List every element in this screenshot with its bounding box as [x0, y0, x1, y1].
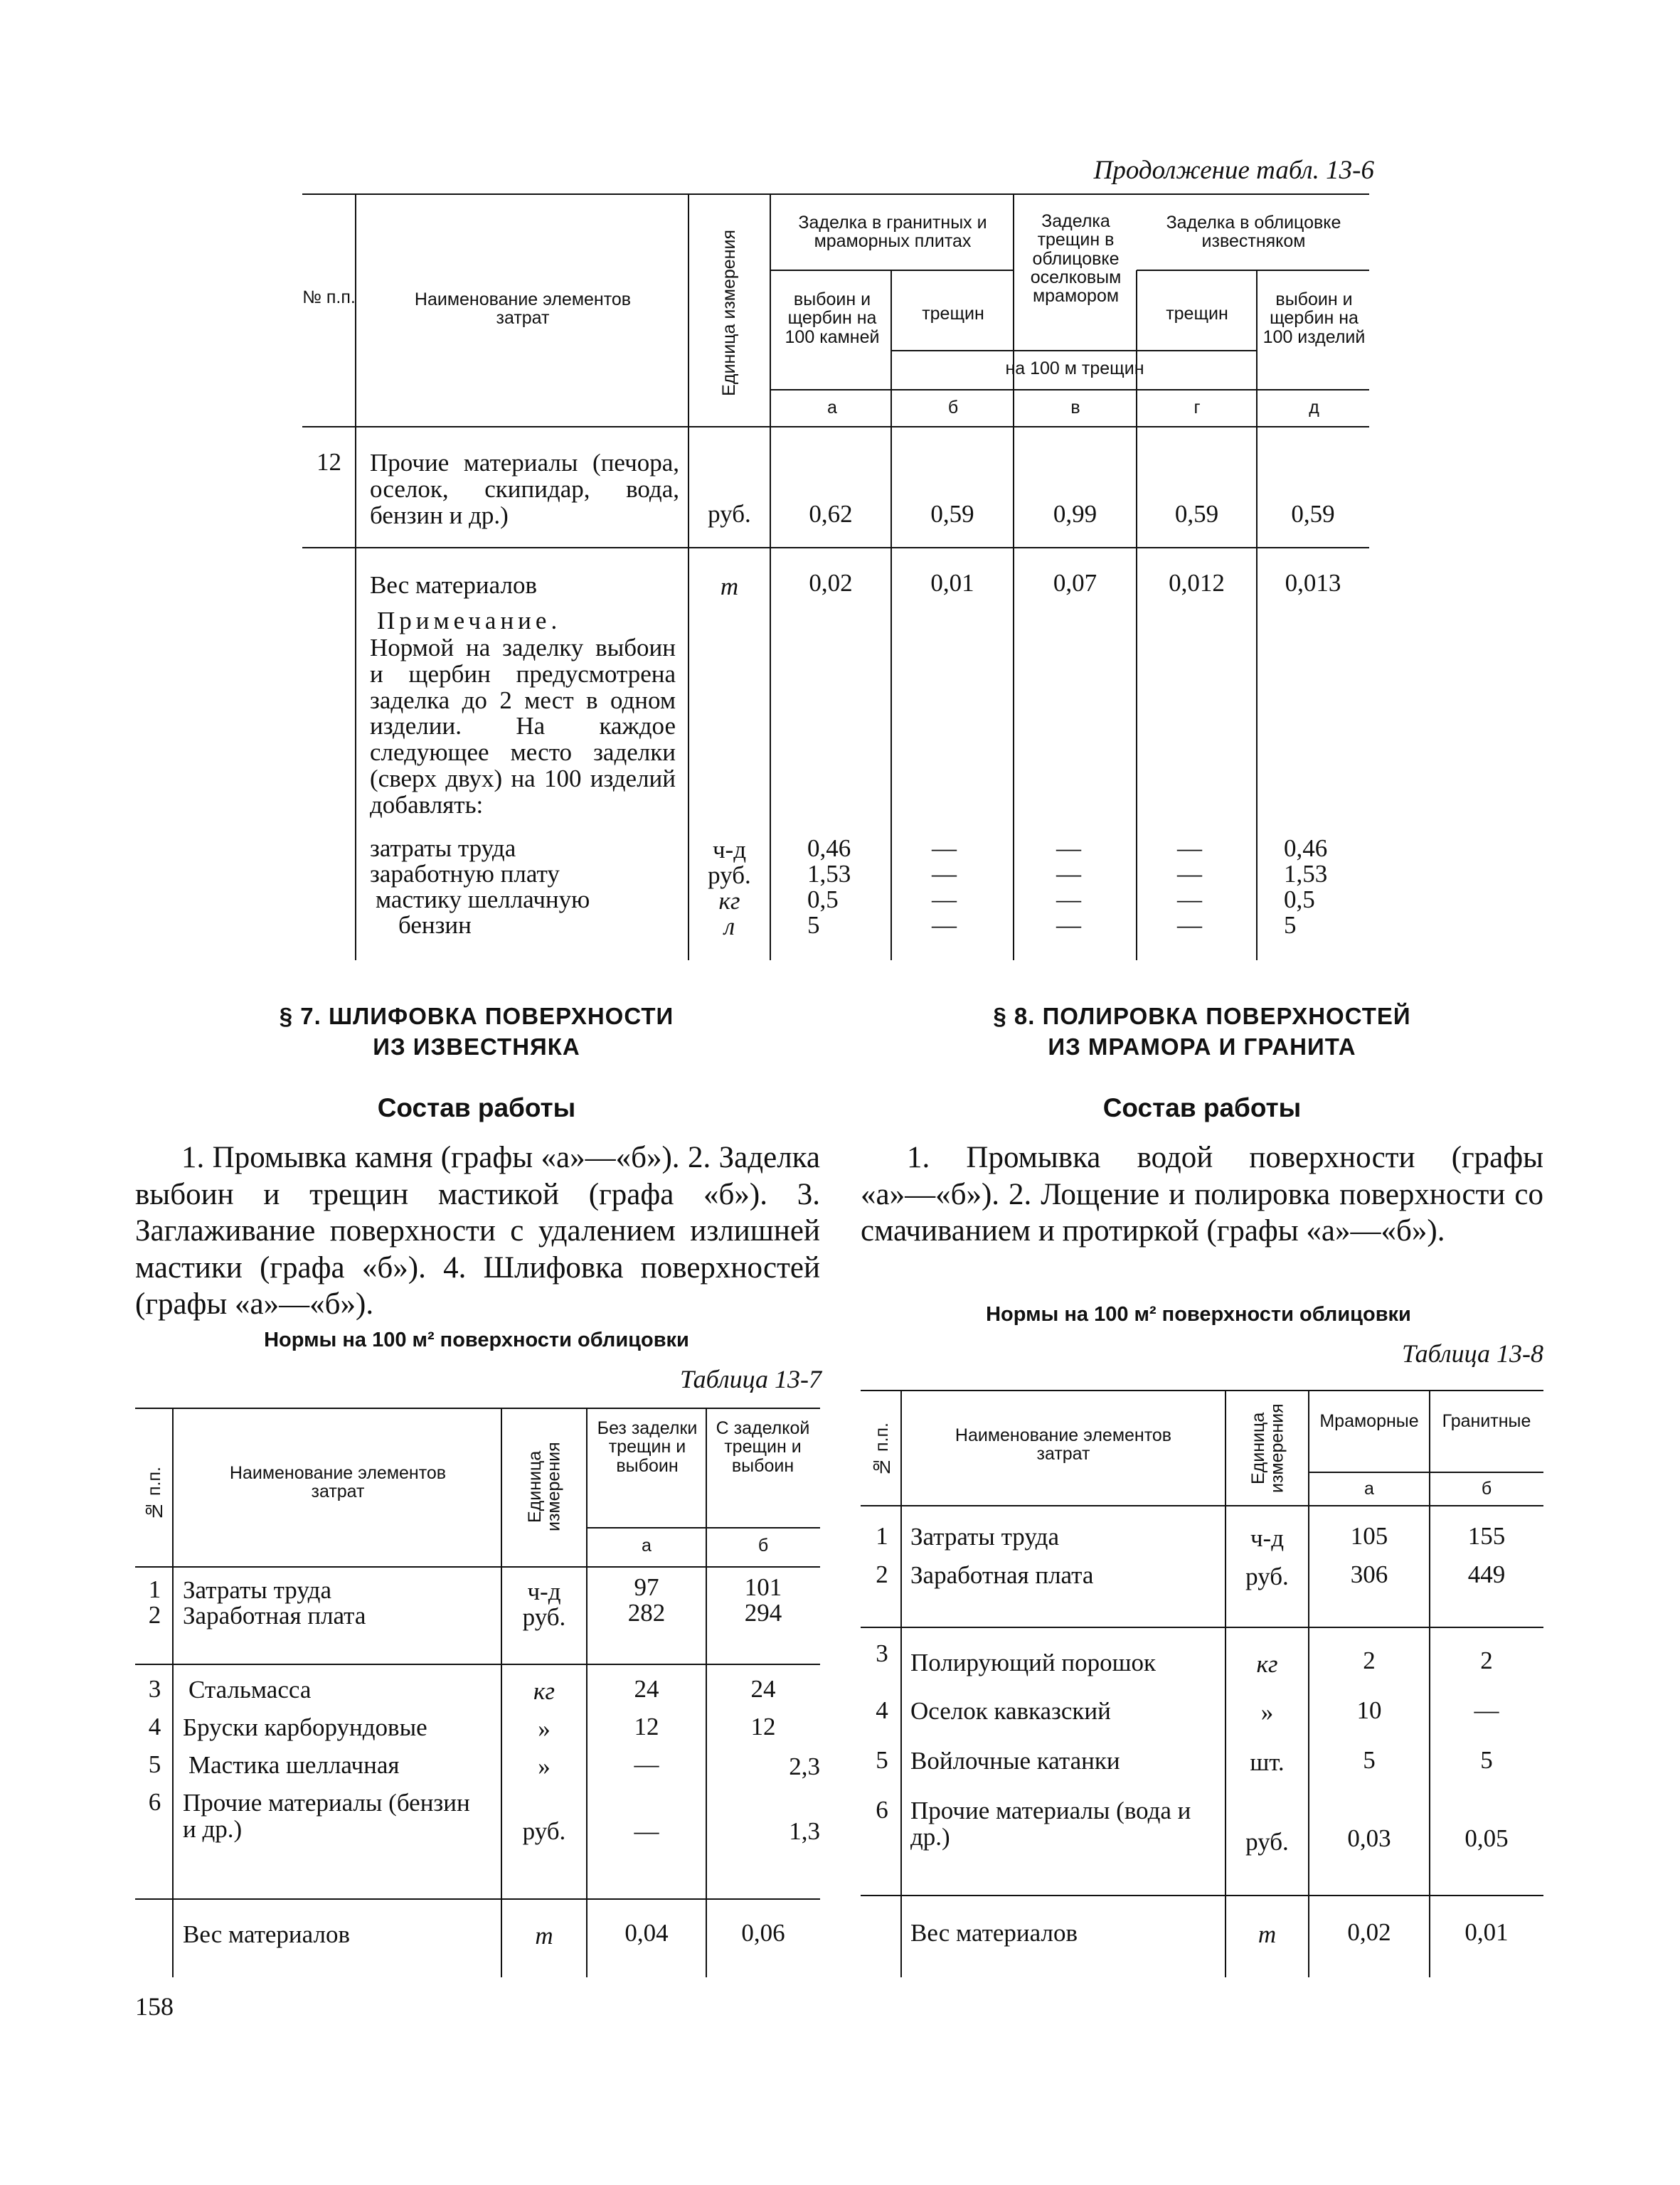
t1-hdr-unit-cell [693, 206, 765, 420]
t2-row3-name: Стальмасса [188, 1676, 312, 1703]
t3-hdr-b: Гранитные [1442, 1411, 1531, 1431]
t1-extra-a-3: 5 [807, 911, 820, 939]
s8-text: 1. Промывка водой поверхности (графы «а»—«б»). 2. Лощение и полировка поверхности со смачиванием и протиркой (графы «а»—«б»). [861, 1141, 1543, 1248]
t1-letter-v: в [1070, 398, 1080, 418]
t1-weight-d: 0,013 [1285, 569, 1341, 597]
t1-sub-a: выбоин и щербин на 100 камней [785, 289, 880, 347]
t1-extra-name-2: мастику шеллачную [376, 886, 590, 913]
t3-row1-name: Затраты труда [910, 1523, 1059, 1551]
t3-row1-unit: ч-д [1250, 1524, 1285, 1552]
t1-note-text: Нормой на заделку выбоин и щербин предусмотрена заделка до 2 мест в одном изделии. На каждое следующее место заделки (сверх двух) на 100 изделий добавлять: [370, 634, 676, 819]
t3-row6-unit: руб. [1245, 1828, 1289, 1856]
t1-weight-v: 0,07 [1053, 569, 1097, 597]
t1-row12-g: 0,59 [1174, 500, 1219, 528]
t1-dash: — [1056, 911, 1081, 939]
t3-row5-a: 5 [1363, 1746, 1376, 1774]
t2-row5-name: Мастика шеллачная [188, 1751, 400, 1779]
s8-sostav: Состав работы [1102, 1093, 1302, 1122]
table-continuation-caption: Продолжение табл. 13-6 [1093, 156, 1374, 185]
t1-row12-unit: руб. [708, 500, 751, 528]
s8-norms: Нормы на 100 м² поверхности облицовки [986, 1303, 1411, 1326]
t2-row6-a: — [634, 1817, 659, 1845]
t3-row1-b: 155 [1467, 1522, 1506, 1550]
t2-row4-a: 12 [634, 1713, 659, 1740]
t3-letter-a: а [1364, 1479, 1374, 1499]
t1-dash: — [1056, 860, 1081, 888]
t3-row4-no: 4 [876, 1696, 888, 1724]
t3-weight-name: Вес материалов [910, 1919, 1078, 1947]
s7-text: 1. Промывка камня (графы «а»—«б»). 2. Заделка выбоин и трещин мастикой (графа «б»). 3. Заглаживание поверхности с удалением излишней мастики (графа «б»). 4. Шлифовка поверхностей (графы «а»—«б»). [135, 1141, 820, 1322]
t2-letter-a: а [642, 1536, 652, 1556]
t1-grp2: Заделка трещин в облицовке оселковым мрамором [1030, 211, 1122, 306]
t2-row2-b: 294 [744, 1599, 782, 1627]
t1-extra-a-0: 0,46 [807, 834, 851, 862]
t1-dash: — [932, 911, 957, 939]
t3-row5-unit: шт. [1250, 1748, 1285, 1776]
t3-row2-unit: руб. [1245, 1563, 1289, 1590]
t1-extra-unit-1: руб. [708, 861, 751, 889]
t1-dash: — [932, 886, 957, 913]
t2-row3-no: 3 [148, 1675, 161, 1703]
t3-row2-name: Заработная плата [910, 1561, 1094, 1589]
t2-row2-a: 282 [627, 1599, 666, 1627]
t2-row5-unit: » [538, 1753, 551, 1780]
t2-row5-no: 5 [148, 1750, 161, 1778]
t1-letter-g: г [1193, 398, 1201, 418]
t3-hdr-a: Мраморные [1319, 1411, 1419, 1431]
t3-weight-b: 0,01 [1464, 1918, 1509, 1946]
s8-tabname: Таблица 13-8 [1401, 1339, 1543, 1368]
t2-row4-b: 12 [750, 1713, 776, 1740]
t1-extra-d-1: 1,53 [1284, 860, 1328, 888]
t1-per100: на 100 м трещин [1005, 358, 1144, 378]
t2-row4-no: 4 [148, 1713, 161, 1740]
t1-dash: — [932, 860, 957, 888]
t1-extra-unit-0: ч-д [712, 836, 747, 863]
t1-extra-a-1: 1,53 [807, 860, 851, 888]
t1-extra-d-3: 5 [1284, 911, 1297, 939]
t2-row1-b: 101 [744, 1573, 782, 1601]
t3-row3-unit: кг [1256, 1650, 1278, 1678]
t3-letter-b: б [1481, 1479, 1492, 1499]
t1-hdr-unit: Единица измерения [718, 230, 739, 396]
s7-title-line2: ИЗ ИЗВЕСТНЯКА [373, 1033, 580, 1060]
t3-hdr-no: № п.п. [871, 1422, 892, 1477]
t3-hdr-name: Наименование элементов затрат [955, 1425, 1172, 1464]
t1-dash: — [1177, 911, 1202, 939]
t1-letter-b: б [947, 398, 959, 418]
t3-row4-unit: » [1260, 1698, 1274, 1726]
t1-grp3: Заделка в облицовке известняком [1166, 213, 1341, 252]
t1-row12-b: 0,59 [930, 500, 974, 528]
t2-hdr-no: № п.п. [144, 1467, 165, 1521]
t1-dash: — [932, 834, 957, 862]
t1-sub-g: трещин [1166, 304, 1228, 324]
s7-tabname: Таблица 13-7 [679, 1365, 822, 1393]
t1-extra-name-1: заработную плату [370, 860, 560, 888]
t1-weight-a: 0,02 [809, 569, 853, 597]
s7-sostav: Состав работы [377, 1093, 576, 1122]
t2-row4-name: Бруски карборундовые [183, 1713, 427, 1741]
t2-row3-unit: кг [533, 1677, 555, 1705]
t2-hdr-unit-cell [505, 1412, 583, 1561]
t3-hdr-unit: Единица измерения [1248, 1403, 1287, 1493]
t1-sub-b: трещин [922, 304, 984, 324]
t1-weight-b: 0,01 [930, 569, 974, 597]
t1-extra-name-3: бензин [398, 911, 472, 939]
t2-weight-b: 0,06 [741, 1919, 785, 1947]
t3-row4-b: — [1474, 1696, 1499, 1724]
t3-row2-a: 306 [1350, 1561, 1388, 1588]
t3-row4-a: 10 [1356, 1696, 1382, 1724]
t1-dash: — [1177, 886, 1202, 913]
t2-hdr-unit: Единица измерения [524, 1442, 563, 1531]
t1-hdr-no: № п.п. [302, 287, 356, 307]
t1-hdr-name: Наименование элементов затрат [414, 289, 632, 329]
t2-hdr-name: Наименование элементов затрат [229, 1463, 447, 1502]
t1-extra-d-0: 0,46 [1284, 834, 1328, 862]
t1-extra-d-2: 0,5 [1284, 886, 1315, 913]
t1-row12-d: 0,59 [1291, 500, 1335, 528]
t3-row6-no: 6 [876, 1796, 888, 1824]
t3-row4-name: Оселок кавказский [910, 1697, 1111, 1725]
t2-row2-name: Заработная плата [183, 1602, 366, 1630]
t1-dash: — [1177, 834, 1202, 862]
page-number: 158 [135, 1992, 174, 2021]
t1-weight-g: 0,012 [1169, 569, 1225, 597]
t1-note-title: Примечание. [377, 607, 562, 634]
t1-letter-d: д [1309, 398, 1319, 418]
t3-row2-no: 2 [876, 1561, 888, 1588]
t2-row1-no: 1 [148, 1575, 161, 1603]
t3-weight-a: 0,02 [1347, 1918, 1391, 1946]
t1-row12-a: 0,62 [809, 500, 853, 528]
t2-row6-unit: руб. [522, 1817, 566, 1845]
t1-dash: — [1056, 886, 1081, 913]
t2-letter-b: б [757, 1536, 769, 1556]
s7-title-line1: § 7. ШЛИФОВКА ПОВЕРХНОСТИ [279, 1003, 674, 1029]
t2-row1-name: Затраты труда [183, 1576, 331, 1604]
t1-dash: — [1177, 860, 1202, 888]
t3-row2-b: 449 [1467, 1561, 1506, 1588]
t3-row6-b: 0,05 [1464, 1824, 1509, 1852]
t3-row6-name: Прочие материалы (вода и др.) [910, 1797, 1191, 1851]
t1-letter-a: а [827, 398, 837, 418]
t2-row5-b: 2,3 [789, 1753, 820, 1780]
t3-row1-no: 1 [876, 1522, 888, 1550]
t1-dash: — [1056, 834, 1081, 862]
t3-row5-no: 5 [876, 1746, 888, 1774]
t2-hdr-no-cell [139, 1430, 171, 1558]
t2-row4-unit: » [538, 1715, 551, 1743]
t3-row5-name: Войлочные катанки [910, 1747, 1120, 1775]
t2-row1-a: 97 [634, 1573, 659, 1601]
t1-row12-v: 0,99 [1053, 500, 1097, 528]
t3-row1-a: 105 [1350, 1522, 1388, 1550]
t2-weight-a: 0,04 [624, 1919, 669, 1947]
t2-row6-no: 6 [148, 1788, 161, 1816]
t1-weight-name: Вес материалов [370, 571, 537, 599]
t2-row5-a: — [634, 1750, 659, 1778]
t3-row3-name: Полирующий порошок [910, 1649, 1157, 1676]
t3-row5-b: 5 [1480, 1746, 1493, 1774]
t1-extra-unit-3: л [723, 913, 735, 940]
t2-row2-no: 2 [148, 1601, 161, 1629]
t2-row1-unit: ч-д [527, 1578, 561, 1605]
t1-row12-name: Прочие материалы (печора, оселок, скипидар, вода, бензин и др.) [370, 449, 679, 529]
t2-row6-name: Прочие материалы (бензин и др.) [183, 1789, 470, 1843]
t3-row3-no: 3 [876, 1639, 888, 1667]
t2-row2-unit: руб. [522, 1603, 566, 1631]
t1-weight-unit: т [720, 573, 739, 600]
t2-hdr-b: С заделкой трещин и выбоин [716, 1418, 810, 1476]
t1-extra-a-2: 0,5 [807, 886, 839, 913]
t1-row12-no: 12 [317, 448, 341, 476]
t2-row3-b: 24 [750, 1675, 776, 1703]
t2-weight-unit: т [535, 1922, 553, 1950]
t3-row6-a: 0,03 [1347, 1824, 1391, 1852]
t1-extra-unit-2: кг [718, 887, 740, 915]
t2-weight-name: Вес материалов [183, 1920, 350, 1948]
t3-row3-a: 2 [1363, 1647, 1376, 1674]
t1-extra-name-0: затраты труда [370, 834, 516, 862]
t2-row3-a: 24 [634, 1675, 659, 1703]
t1-sub-d: выбоин и щербин на 100 изделий [1262, 289, 1366, 347]
t1-grp1: Заделка в гранитных и мраморных плитах [798, 213, 987, 252]
s8-title-line2: ИЗ МРАМОРА И ГРАНИТА [1048, 1033, 1356, 1060]
t3-hdr-no-cell [864, 1398, 900, 1501]
t2-hdr-a: Без заделки трещин и выбоин [597, 1418, 698, 1476]
t3-weight-unit: т [1258, 1920, 1277, 1948]
t2-row6-b: 1,3 [789, 1817, 820, 1845]
s7-norms: Нормы на 100 м² поверхности облицовки [264, 1329, 689, 1351]
s8-title-line1: § 8. ПОЛИРОВКА ПОВЕРХНОСТЕЙ [993, 1003, 1411, 1029]
t3-row3-b: 2 [1480, 1647, 1493, 1674]
t3-hdr-unit-cell [1229, 1394, 1306, 1502]
